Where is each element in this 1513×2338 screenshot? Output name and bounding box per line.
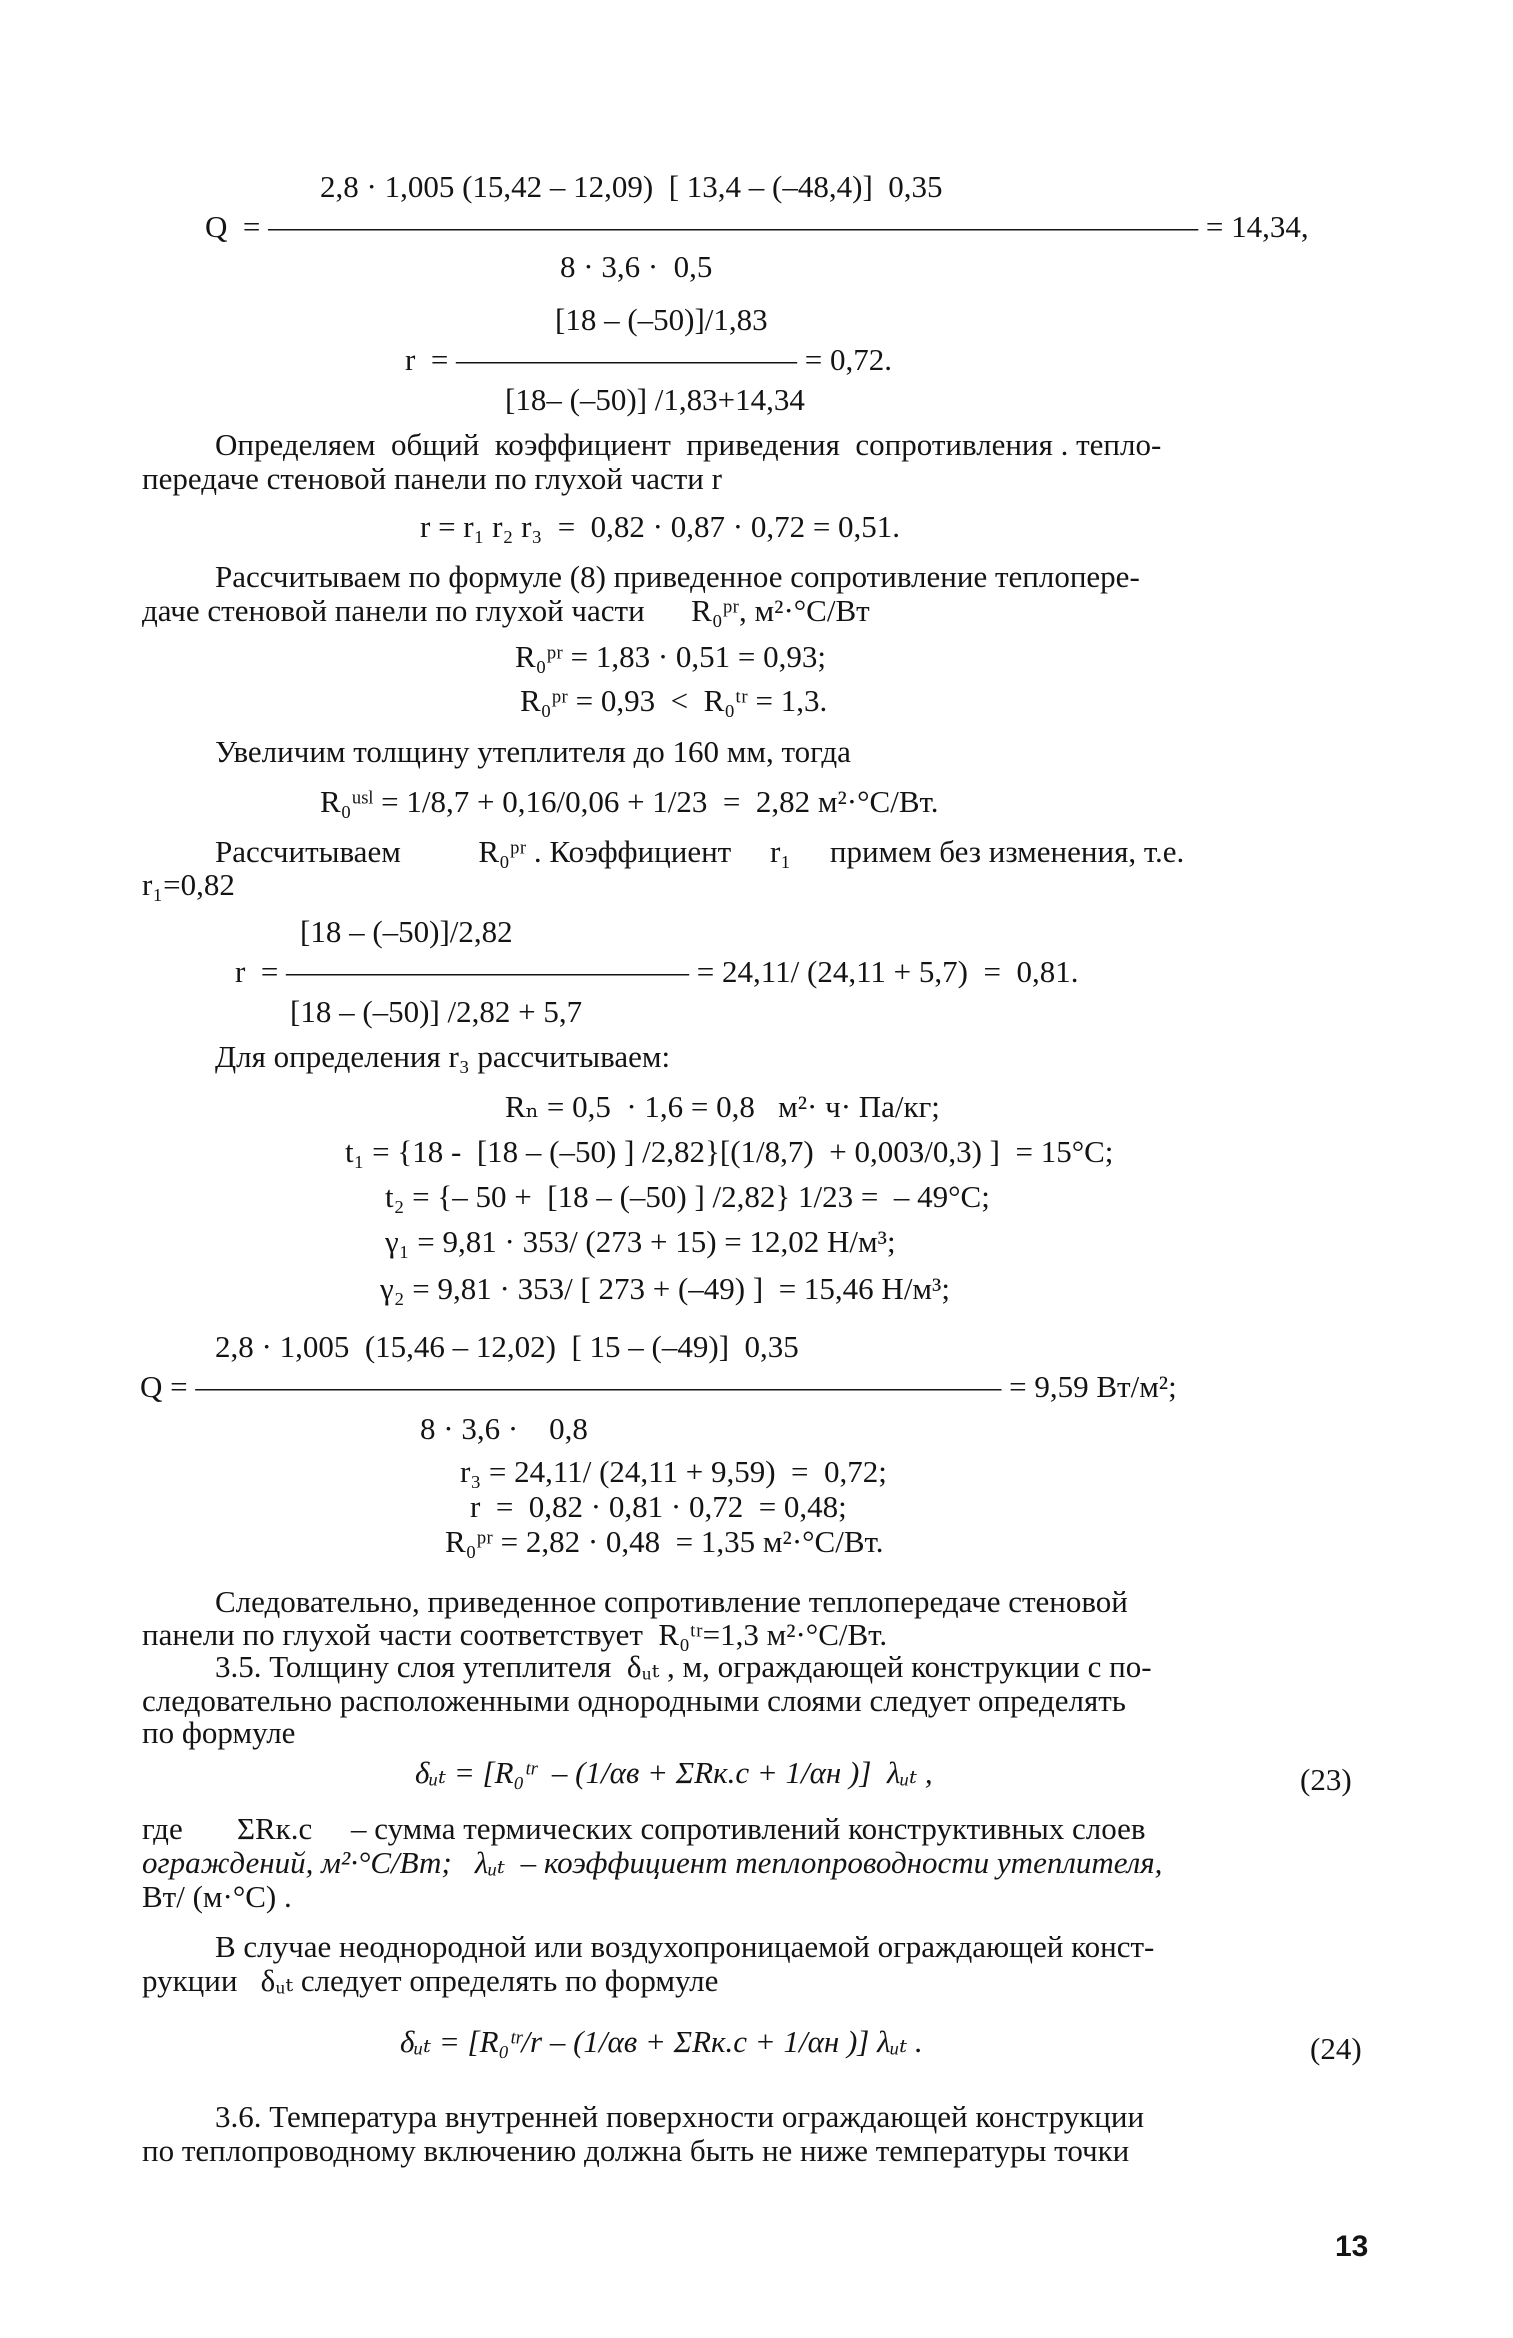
text-line: Q = —————————————————————————————— = 14,34, [205, 209, 1309, 244]
text-line: r = ————————————— = 24,11/ (24,11 + 5,7) = 0,81. [235, 954, 1079, 989]
text-line: Rₙ = 0,5 · 1,6 = 0,8 м²· ч· Па/кг; [505, 1089, 940, 1124]
text-line: r = 0,82 · 0,81 · 0,72 = 0,48; [470, 1489, 847, 1524]
text-line: 8 · 3,6 · 0,5 [560, 249, 713, 284]
text-line: Вт/ (м·°С) . [142, 1879, 292, 1914]
text-line: R₀ᵖʳ = 0,93 < R₀ᵗʳ = 1,3. [520, 683, 828, 718]
text-line: 2,8 · 1,005 (15,42 – 12,09) [ 13,4 – (–48,4)] 0,35 [320, 169, 943, 204]
text-line: [18– (–50)] /1,83+14,34 [505, 382, 805, 417]
text-line: 3.6. Температура внутренней поверхности ограждающей конструкции [215, 2099, 1145, 2134]
text-line: t₂ = {– 50 + [18 – (–50) ] /2,82} 1/23 = – 49°С; [385, 1179, 990, 1214]
text-line: r₃ = 24,11/ (24,11 + 9,59) = 0,72; [460, 1454, 887, 1489]
text-line: [18 – (–50)]/1,83 [555, 302, 768, 337]
text-line: 2,8 · 1,005 (15,46 – 12,02) [ 15 – (–49)] 0,35 [215, 1329, 799, 1364]
text-line: r₁=0,82 [142, 867, 235, 902]
text-line: 3.5. Толщину слоя утеплителя δᵤₜ , м, ограждающей конструкции с по- [215, 1649, 1152, 1684]
text-line: где ΣRк.с – сумма термических сопротивлений конструктивных слоев [142, 1811, 1146, 1846]
text-line: Рассчитываем по формуле (8) приведенное сопротивление теплопере- [215, 559, 1140, 594]
text-line: Q = —————————————————————————— = 9,59 Вт/м²; [140, 1369, 1177, 1404]
text-line: Рассчитываем R₀ᵖʳ . Коэффициент r₁ примем без изменения, т.е. [215, 834, 1185, 869]
text-line: Определяем общий коэффициент приведения сопротивления . тепло- [215, 427, 1162, 462]
text-line: даче стеновой панели по глухой части R₀ᵖʳ, м²·°С/Вт [142, 593, 870, 628]
text-line: δᵤₜ = [R₀ᵗʳ – (1/αв + ΣRк.с + 1/αн )] λᵤₜ , [415, 1755, 933, 1790]
text-line: В случае неоднородной или воздухопроницаемой ограждающей конст- [215, 1929, 1155, 1964]
text-line: [18 – (–50)]/2,82 [300, 914, 513, 949]
text-line: панели по глухой части соответствует R₀ᵗʳ=1,3 м²·°С/Вт. [142, 1617, 888, 1652]
text-line: ограждений, м²·°С/Вт; λᵤₜ – коэффициент теплопроводности утеплителя, [142, 1845, 1163, 1880]
text-line: R₀ᵖʳ = 1,83 · 0,51 = 0,93; [515, 639, 827, 674]
text-line: δᵤₜ = [R₀ᵗʳ/r – (1/αв + ΣRк.с + 1/αн )] λᵤₜ . [400, 2024, 923, 2059]
page-number: 13 [1335, 2230, 1369, 2263]
text-line: r = r₁ r₂ r₃ = 0,82 · 0,87 · 0,72 = 0,51. [420, 509, 901, 544]
text-line: по формуле [142, 1715, 296, 1750]
text-line: по теплопроводному включению должна быть не ниже температуры точки [142, 2133, 1130, 2168]
text-line: [18 – (–50)] /2,82 + 5,7 [290, 994, 583, 1029]
text-line: Следовательно, приведенное сопротивление теплопередаче стеновой [215, 1584, 1128, 1619]
text-line: Для определения r₃ рассчитываем: [215, 1039, 671, 1074]
text-line: рукции δᵤₜ следует определять по формуле [142, 1963, 719, 1998]
text-line: следовательно расположенными однородными слоями следует определять [142, 1683, 1126, 1718]
equation-number-24: (24) [1310, 2031, 1362, 2066]
text-line: 8 · 3,6 · 0,8 [420, 1411, 588, 1446]
text-line: R₀ᵖʳ = 2,82 · 0,48 = 1,35 м²·°С/Вт. [445, 1524, 884, 1559]
text-line: передаче стеновой панели по глухой части r [142, 461, 722, 496]
text-line: r = ——————————— = 0,72. [405, 342, 893, 377]
text-line: Увеличим толщину утеплителя до 160 мм, тогда [215, 734, 851, 769]
text-line: γ₂ = 9,81 · 353/ [ 273 + (–49) ] = 15,46 Н/м³; [380, 1271, 950, 1306]
equation-number-23: (23) [1300, 1762, 1352, 1797]
text-line: R₀ᵘˢˡ = 1/8,7 + 0,16/0,06 + 1/23 = 2,82 м²·°С/Вт. [320, 784, 939, 819]
text-line: t₁ = {18 - [18 – (–50) ] /2,82}[(1/8,7) + 0,003/0,3) ] = 15°С; [345, 1134, 1114, 1169]
text-line: γ₁ = 9,81 · 353/ (273 + 15) = 12,02 Н/м³; [385, 1224, 896, 1259]
